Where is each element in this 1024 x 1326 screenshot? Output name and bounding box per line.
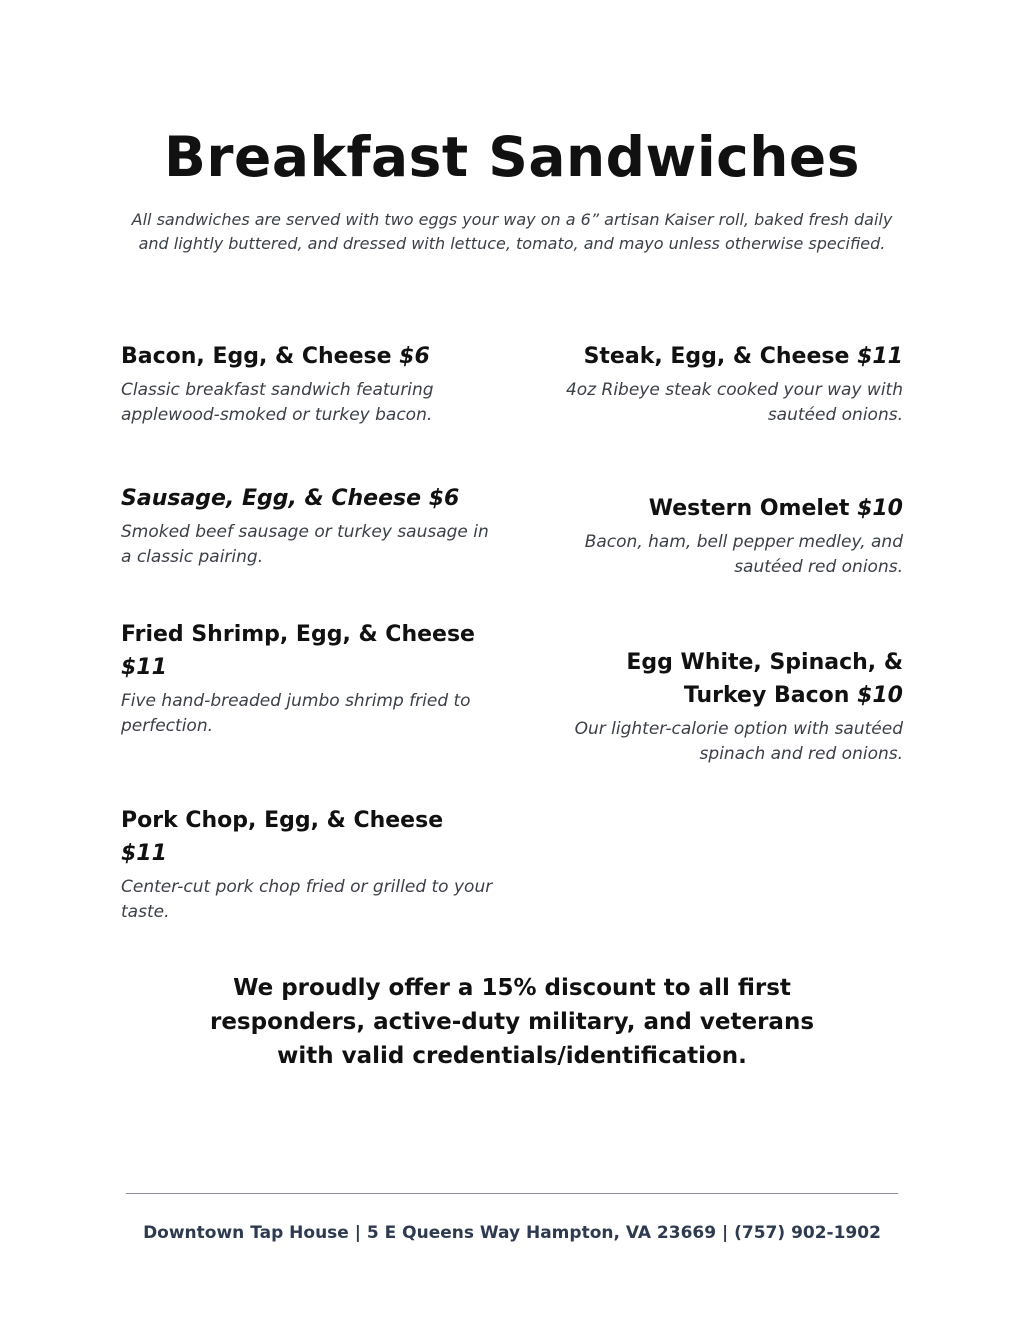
item-name: Bacon, Egg, & Cheese (121, 344, 392, 369)
item-description: Center-cut pork chop fried or grilled to your taste. (121, 877, 493, 922)
item-price: $11 (121, 655, 167, 680)
item-title (121, 482, 493, 515)
item-title (121, 340, 493, 373)
item-name: Steak, Egg, & Cheese (583, 344, 850, 369)
item-description: Bacon, ham, bell pepper medley, and sautéed red onions. (584, 532, 903, 577)
item-title (121, 804, 493, 870)
item-name: Fried Shrimp, Egg, & Cheese (121, 622, 475, 647)
item-description: 4oz Ribeye steak cooked your way with sautéed onions. (565, 380, 903, 425)
menu-item-pork-chop-egg-cheese (121, 804, 493, 925)
item-name: Western Omelet (648, 496, 850, 521)
item-title (561, 646, 903, 712)
item-price: $11 (121, 841, 167, 866)
item-title (531, 492, 903, 525)
menu-item-sausage-egg-cheese (121, 482, 493, 570)
footer-contact: Downtown Tap House | 5 E Queens Way Hampton, VA 23669 | (757) 902-1902 (143, 1223, 881, 1243)
item-price: $6 (428, 486, 460, 511)
item-title (121, 618, 493, 684)
menu-item-bacon-egg-cheese (121, 340, 493, 428)
item-description: Smoked beef sausage or turkey sausage in a classic pairing. (121, 522, 489, 567)
item-description: Classic breakfast sandwich featuring applewood-smoked or turkey bacon. (121, 380, 434, 425)
footer-divider (126, 1193, 898, 1194)
menu-item-fried-shrimp-egg-cheese (121, 618, 493, 739)
item-price: $11 (857, 344, 903, 369)
menu-item-western-omelet (531, 492, 903, 580)
item-name: Egg White, Spinach, & Turkey Bacon (626, 650, 903, 708)
discount-notice: We proudly offer a 15% discount to all first responders, active-duty military, and veterans with valid credentials/identification. (209, 975, 815, 1069)
item-price: $10 (857, 496, 903, 521)
page-title: Breakfast Sandwiches (164, 125, 860, 189)
item-description: Five hand-breaded jumbo shrimp fried to perfection. (121, 691, 471, 736)
menu-item-steak-egg-cheese (531, 340, 903, 428)
item-price: $10 (857, 683, 903, 708)
item-title (531, 340, 903, 373)
item-description: Our lighter-calorie option with sautéed spinach and red onions. (574, 719, 903, 764)
intro-text: All sandwiches are served with two eggs your way on a 6” artisan Kaiser roll, baked fresh daily and lightly buttered, and dressed with lettuce, tomato, and mayo unless otherwise specified. (131, 210, 893, 253)
item-name: Pork Chop, Egg, & Cheese (121, 808, 444, 833)
item-price: $6 (399, 344, 430, 369)
item-name: Sausage, Egg, & Cheese (121, 486, 422, 511)
menu-item-egg-white-spinach-turkey-bacon (561, 646, 903, 767)
